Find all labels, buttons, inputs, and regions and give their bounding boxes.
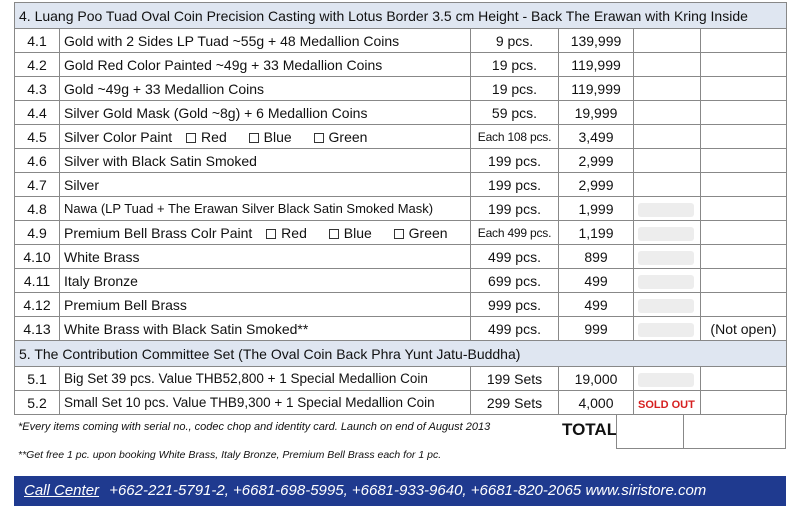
item-price: 499: [559, 269, 634, 293]
order-cell[interactable]: [634, 245, 701, 269]
item-description: [60, 125, 471, 149]
item-quantity: 199 pcs.: [471, 173, 559, 197]
option-label: Blue: [263, 128, 292, 145]
item-price: 899: [559, 245, 634, 269]
table-row: [15, 317, 787, 341]
note-cell: [701, 125, 787, 149]
blurred-value: [638, 323, 694, 337]
table-row: [15, 367, 787, 391]
item-quantity: 199 pcs.: [471, 197, 559, 221]
table-row: [15, 173, 787, 197]
section-5-title: 5. The Contribution Committee Set (The Oval Coin Back Phra Yunt Jatu-Buddha): [15, 341, 787, 367]
item-price: 2,999: [559, 173, 634, 197]
option-label: Green: [328, 128, 368, 145]
order-cell[interactable]: [634, 53, 701, 77]
blurred-value: [638, 251, 694, 265]
item-quantity: 299 Sets: [471, 391, 559, 415]
item-description: Big Set 39 pcs. Value THB52,800 + 1 Special Medallion Coin: [60, 367, 471, 391]
item-price: 1,999: [559, 197, 634, 221]
item-price: 999: [559, 317, 634, 341]
table-row: [15, 101, 787, 125]
item-quantity: 499 pcs.: [471, 317, 559, 341]
item-quantity: 199 pcs.: [471, 149, 559, 173]
item-description: Silver: [60, 173, 471, 197]
item-quantity: 499 pcs.: [471, 245, 559, 269]
order-cell[interactable]: [634, 317, 701, 341]
order-table: [14, 2, 787, 415]
item-number: 4.8: [15, 197, 60, 221]
total-value-cell[interactable]: [616, 415, 684, 449]
item-price: 1,199: [559, 221, 634, 245]
item-description: Silver Gold Mask (Gold ~8g) + 6 Medallion Coins: [60, 101, 471, 125]
item-description: Gold with 2 Sides LP Tuad ~55g + 48 Medallion Coins: [60, 29, 471, 53]
note-cell: [701, 293, 787, 317]
blue-checkbox[interactable]: [249, 133, 259, 143]
item-quantity: 19 pcs.: [471, 77, 559, 101]
order-cell[interactable]: [634, 77, 701, 101]
item-number: 4.6: [15, 149, 60, 173]
item-price: 499: [559, 293, 634, 317]
table-row: [15, 221, 787, 245]
note-cell: [701, 367, 787, 391]
table-row: [15, 29, 787, 53]
option-label: Green: [408, 224, 448, 241]
order-cell[interactable]: [634, 197, 701, 221]
section-5-header: [15, 341, 787, 367]
order-cell[interactable]: [634, 221, 701, 245]
item-description: Silver with Black Satin Smoked: [60, 149, 471, 173]
sold-out-badge: SOLD OUT: [638, 398, 695, 411]
item-number: 4.10: [15, 245, 60, 269]
note-cell: [701, 391, 787, 415]
blurred-value: [638, 373, 694, 387]
item-quantity: Each 499 pcs.: [471, 221, 559, 245]
note-cell: [701, 197, 787, 221]
order-cell[interactable]: [634, 101, 701, 125]
item-label: Silver Color Paint: [64, 128, 173, 145]
order-cell[interactable]: [634, 29, 701, 53]
item-label: Premium Bell Brass Colr Paint: [64, 224, 253, 241]
blurred-value: [638, 275, 694, 289]
item-number: 4.11: [15, 269, 60, 293]
table-row: [15, 293, 787, 317]
blurred-value: [638, 227, 694, 241]
order-cell[interactable]: [634, 293, 701, 317]
item-price: 4,000: [559, 391, 634, 415]
green-checkbox[interactable]: [314, 133, 324, 143]
item-quantity: Each 108 pcs.: [471, 125, 559, 149]
note-cell: [701, 53, 787, 77]
call-center-bar: [14, 476, 786, 506]
total-extra-cell: [683, 415, 786, 449]
item-number: 4.2: [15, 53, 60, 77]
not-open-note: (Not open): [701, 317, 787, 341]
green-checkbox[interactable]: [394, 229, 404, 239]
item-number: 5.1: [15, 367, 60, 391]
item-quantity: 699 pcs.: [471, 269, 559, 293]
item-price: 119,999: [559, 77, 634, 101]
option-label: Blue: [343, 224, 372, 241]
option-label: Red: [201, 128, 227, 145]
section-4-header: [15, 3, 787, 29]
table-row: [15, 269, 787, 293]
item-description: Premium Bell Brass: [60, 293, 471, 317]
item-price: 3,499: [559, 125, 634, 149]
item-description: Nawa (LP Tuad + The Erawan Silver Black Satin Smoked Mask): [60, 197, 471, 221]
note-cell: [701, 77, 787, 101]
table-row: [15, 197, 787, 221]
footnote-free-piece: **Get free 1 pc. upon booking White Brass, Italy Bronze, Premium Bell Brass each for 1 pc.: [18, 449, 442, 461]
blue-checkbox[interactable]: [329, 229, 339, 239]
call-center-link[interactable]: Call Center: [24, 482, 100, 499]
item-quantity: 199 Sets: [471, 367, 559, 391]
item-description: [60, 221, 471, 245]
order-cell[interactable]: [634, 149, 701, 173]
order-sheet: [14, 2, 786, 469]
red-checkbox[interactable]: [186, 133, 196, 143]
item-price: 2,999: [559, 149, 634, 173]
order-cell: [634, 391, 701, 415]
item-number: 4.3: [15, 77, 60, 101]
item-quantity: 9 pcs.: [471, 29, 559, 53]
order-cell[interactable]: [634, 125, 701, 149]
footer-notes: [14, 415, 786, 469]
option-label: Red: [281, 224, 307, 241]
note-cell: [701, 29, 787, 53]
item-description: White Brass: [60, 245, 471, 269]
note-cell: [701, 221, 787, 245]
table-row: [15, 77, 787, 101]
table-row: [15, 149, 787, 173]
phone-numbers: +662-221-5791-2, +6681-698-5995, +6681-933-9640, +6681-820-2065: [109, 482, 582, 499]
blurred-value: [638, 203, 694, 217]
item-description: Italy Bronze: [60, 269, 471, 293]
total-label: TOTAL: [562, 420, 618, 439]
note-cell: [701, 101, 787, 125]
order-cell[interactable]: [634, 367, 701, 391]
item-number: 4.9: [15, 221, 60, 245]
item-number: 4.5: [15, 125, 60, 149]
order-cell[interactable]: [634, 173, 701, 197]
table-row: [15, 125, 787, 149]
table-row: [15, 245, 787, 269]
item-description: Gold Red Color Painted ~49g + 33 Medallion Coins: [60, 53, 471, 77]
item-number: 4.13: [15, 317, 60, 341]
note-cell: [701, 269, 787, 293]
red-checkbox[interactable]: [266, 229, 276, 239]
item-price: 139,999: [559, 29, 634, 53]
website-link[interactable]: www.siristore.com: [585, 482, 707, 499]
item-description: Small Set 10 pcs. Value THB9,300 + 1 Special Medallion Coin: [60, 391, 471, 415]
blurred-value: [638, 299, 694, 313]
item-number: 4.7: [15, 173, 60, 197]
item-quantity: 999 pcs.: [471, 293, 559, 317]
item-price: 119,999: [559, 53, 634, 77]
note-cell: [701, 149, 787, 173]
table-row: [15, 391, 787, 415]
section-4-title: 4. Luang Poo Tuad Oval Coin Precision Casting with Lotus Border 3.5 cm Height - Back The Erawan with Kring Inside: [15, 3, 787, 29]
item-price: 19,000: [559, 367, 634, 391]
item-number: 4.1: [15, 29, 60, 53]
note-cell: [701, 173, 787, 197]
item-number: 4.4: [15, 101, 60, 125]
footnote-serial: *Every items coming with serial no., codec chop and identity card. Launch on end of August 2013: [18, 421, 491, 433]
item-number: 5.2: [15, 391, 60, 415]
table-row: [15, 53, 787, 77]
item-quantity: 59 pcs.: [471, 101, 559, 125]
order-cell[interactable]: [634, 269, 701, 293]
item-number: 4.12: [15, 293, 60, 317]
item-description: Gold ~49g + 33 Medallion Coins: [60, 77, 471, 101]
note-cell: [701, 245, 787, 269]
item-description: White Brass with Black Satin Smoked**: [60, 317, 471, 341]
item-price: 19,999: [559, 101, 634, 125]
item-quantity: 19 pcs.: [471, 53, 559, 77]
